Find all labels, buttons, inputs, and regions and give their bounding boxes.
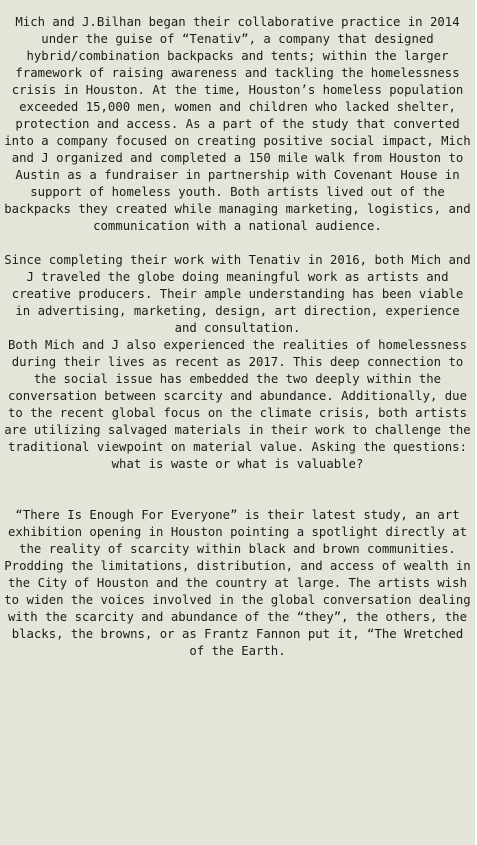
paragraph-spacer: [4, 473, 471, 507]
paragraph-tenativ-history: Mich and J.Bilhan began their collaborative practice in 2014 under the guise of “Tenativ”, a company that designed hybrid/combination backpacks and tents; within the larger framework of raising awareness and tackling the homelessness crisis in Houston. At the time, Houston’s homeless population exceeded 15,000 men, women and children who lacked shelter, protection and access. As a part of the study that converted into a company focused on creating positive social impact, Mich and J organized and completed a 150 mile walk from Houston to Austin as a fundraiser in partnership with Covenant House in support of homeless youth. Both artists lived out of the backpacks they created while managing marketing, logistics, and communication with a national audience.: [4, 15, 471, 233]
paragraph-creative-work: Since completing their work with Tenativ in 2016, both Mich and J traveled the globe doing meaningful work as artists and creative producers. Their ample understanding has been viable in advertising, marketing, design, art direction, experience and consultation.: [4, 253, 471, 335]
paragraph-spacer: [4, 235, 471, 252]
paragraph-exhibition: “There Is Enough For Everyone” is their latest study, an art exhibition opening in Houston pointing a spotlight directly at the reality of scarcity within black and brown communities. Prodding the limitations, distribution, and access of wealth in the City of Houston and the country at large. The artists wish to widen the voices involved in the global conversation dealing with the scarcity and abundance of the “they”, the others, the blacks, the browns, or as Frantz Fannon put it, “The Wretched of the Earth.: [4, 508, 471, 658]
paragraph-homelessness-experience: Both Mich and J also experienced the realities of homelessness during their lives as recent as 2017. This deep connection to the social issue has embedded the two deeply within the conversation between scarcity and abundance. Additionally, due to the recent global focus on the climate crisis, both artists are utilizing salvaged materials in their work to challenge the traditional viewpoint on material value. Asking the questions: what is waste or what is valuable?: [4, 338, 471, 471]
